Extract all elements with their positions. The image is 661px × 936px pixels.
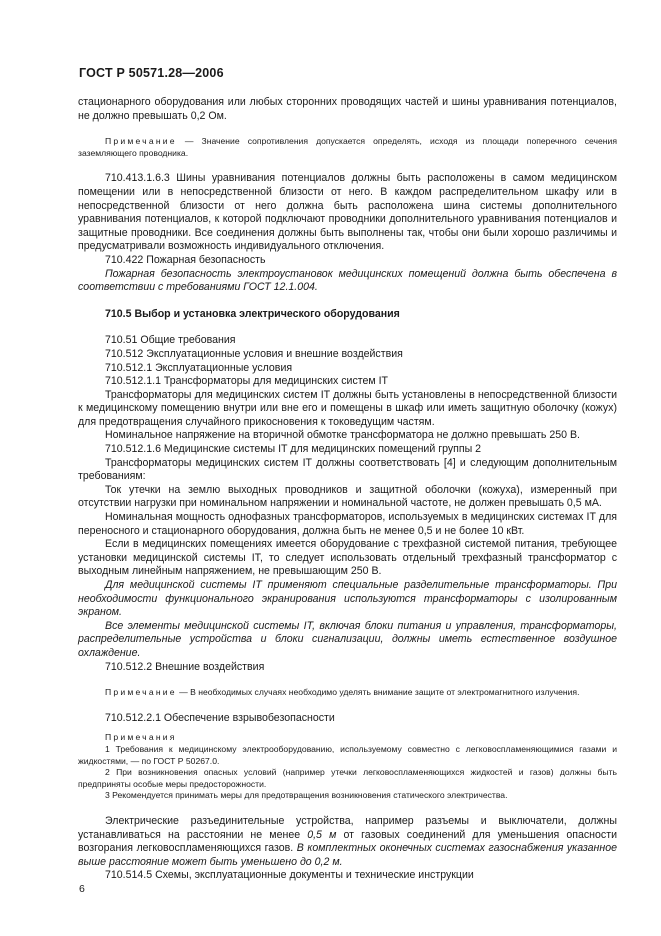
transformer-location-paragraph: Трансформаторы для медицинских систем IT должны быть установлены в непосредственной близости к медицинскому помещению внутри или вне его и помещены в шкаф или иметь защитную оболочку (кожух) для предотвращения случайного прикосновения к токоведущим частям. (78, 388, 617, 428)
clause-710-51: 710.51 Общие требования (105, 334, 236, 347)
paragraph-italic-text: В комплектных оконечных системах газоснабжения указанное выше расстояние может быть уменьшено до 0,2 м. (78, 842, 617, 868)
page-number: 6 (79, 883, 85, 895)
clause-710-512: 710.512 Эксплуатационные условия и внешние воздействия (105, 347, 403, 360)
leakage-current-paragraph: Ток утечки на землю выходных проводников и защитной оболочки (кожуха), измеренный при отсутствии нагрузки при номинальном напряжении и номинальной частоте, не должен превышать 0,5 мА. (78, 483, 617, 510)
clause-710-514-5: 710.514.5 Схемы, эксплуатационные документы и технические инструкции (105, 869, 474, 882)
clause-710-512-2-1: 710.512.2.1 Обеспечение взрывобезопасности (105, 711, 335, 724)
note-label: Примечание (105, 136, 177, 147)
note-item-2: 2 При возникновения опасных условий (например утечки легковоспламеняющихся жидкостей и газов) должны быть предприняты особые меры предосторожности. (78, 767, 617, 789)
note-item-3: 3 Рекомендуется принимать меры для предотвращения возникновения статического электричества. (105, 790, 508, 801)
notes-heading: Примечания (105, 732, 177, 743)
rated-power-paragraph: Номинальная мощность однофазных трансформаторов, используемых в медицинских системах IT для переносного и стационарного оборудования, должна быть не менее 0,5 и не более 10 кВт. (78, 511, 617, 537)
section-title-710-5: 710.5 Выбор и установка электрического оборудования (105, 307, 400, 320)
clause-710-413-1-6-3: 710.413.1.6.3 Шины уравнивания потенциалов должны быть расположены в самом медицинском помещении или в непосредственной близости от него. В каждом распределительном шкафу или в непосредственной близости от него должна быть расположена шина системы дополнительного уравнивания потенциалов, к которой подключают проводники дополнительного уравнивания потенциалов и защитные проводники. Все соединения должны быть выполнены так, чтобы они были хорошо различимы и предусматривали возможность индивидуального отключения. (78, 172, 617, 253)
note-text: — В необходимых случаях необходимо уделять внимание защите от электромагнитного излучения. (176, 687, 580, 698)
paragraph-text: Электрические разъединительные устройства, например разъемы и выключатели, должны устанавливаться на расстоянии не менее (78, 814, 617, 841)
document-body (78, 96, 617, 883)
fire-safety-paragraph: Пожарная безопасность электроустановок медицинских помещений должна быть обеспечена в соответствии с требованиями ГОСТ 12.1.004. (78, 267, 617, 294)
clause-710-512-1-6: 710.512.1.6 Медицинские системы IT для медицинских помещений группы 2 (105, 443, 482, 456)
nominal-voltage-paragraph: Номинальное напряжение на вторичной обмотке трансформатора не должно превышать 250 В. (105, 429, 580, 442)
clause-710-512-1-1: 710.512.1.1 Трансформаторы для медицинских систем IT (105, 375, 389, 388)
three-phase-paragraph: Если в медицинских помещениях имеется оборудование с трехфазной системой питания, требующее установки медицинской системы IT, то следует использовать отдельный трехфазный трансформатор с выходным линейным напряжением, не превышающим 250 В. (78, 538, 617, 578)
disconnecting-devices-paragraph (78, 815, 617, 869)
paragraph-text: от газовых соединений для уменьшения опасности возгорания легковоспламеняющихся газов. (78, 828, 617, 855)
distance-value: 0,5 м (307, 828, 337, 841)
paragraph-continuation: стационарного оборудования или любых сторонних проводящих частей и шины уравнивания потенциалов, не должно превышать 0,2 Ом. (78, 96, 617, 122)
isolating-transformers-paragraph: Для медицинской системы IT применяют специальные разделительные трансформаторы. При необходимости функционального экранирования используются трансформаторы с изолированным экраном. (78, 579, 617, 619)
clause-710-512-1: 710.512.1 Эксплуатационные условия (105, 361, 293, 374)
document-header: ГОСТ Р 50571.28—2006 (79, 66, 224, 80)
note-emi (78, 687, 617, 699)
note-text: — Значение сопротивления допускается определять, исходя из площади поперечного сечения заземляющего проводника. (78, 136, 617, 158)
note-resistance (78, 136, 617, 159)
note-label: Примечание (105, 687, 177, 698)
clause-710-422: 710.422 Пожарная безопасность (105, 253, 266, 266)
transformer-requirements-paragraph: Трансформаторы медицинских систем IT должны соответствовать [4] и следующим дополнительным требованиям: (78, 456, 617, 483)
cooling-paragraph: Все элементы медицинской системы IT, включая блоки питания и управления, трансформаторы, распределительные устройства и блоки сигнализации, должны иметь естественное воздушное охлаждение. (78, 619, 617, 659)
note-item-1: 1 Требования к медицинскому электрооборудованию, используемому совместно с легковоспламеняющимися газами и жидкостями, — по ГОСТ Р 50267.0. (78, 743, 617, 766)
clause-710-512-2: 710.512.2 Внешние воздействия (105, 660, 265, 673)
